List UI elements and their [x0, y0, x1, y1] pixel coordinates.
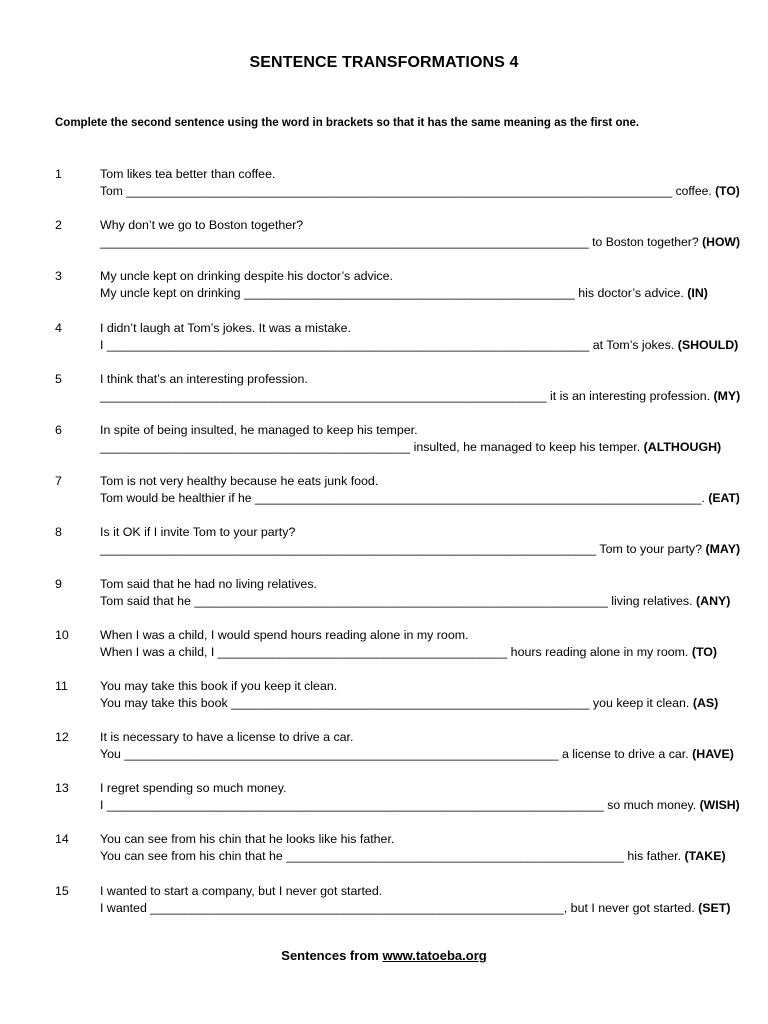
keyword-hint: (ALTHOUGH)	[643, 439, 722, 454]
original-sentence: It is necessary to have a license to drive a car.	[100, 730, 354, 745]
transformed-sentence	[100, 337, 738, 354]
footer-link[interactable]: www.tatoeba.org	[382, 948, 487, 963]
exercise-item	[0, 473, 768, 524]
sentence-suffix: insulted, he managed to keep his temper.	[413, 439, 641, 454]
answer-blank[interactable]: ____________________________________________________________,	[150, 900, 568, 915]
keyword-hint: (MAY)	[705, 542, 741, 557]
transformed-sentence	[100, 541, 740, 558]
original-sentence: You may take this book if you keep it clean.	[100, 678, 338, 693]
keyword-hint: (IN)	[687, 286, 708, 301]
sentence-prefix: When I was a child, I	[100, 644, 215, 659]
sentence-suffix: at Tom’s jokes.	[592, 337, 675, 352]
answer-blank[interactable]: __________________________________________	[217, 644, 508, 659]
sentence-suffix: Tom to your party?	[599, 542, 702, 557]
item-number: 4	[55, 320, 62, 335]
original-sentence: When I was a child, I would spend hours reading alone in my room.	[100, 627, 469, 642]
item-number: 6	[55, 422, 62, 437]
transformed-sentence	[100, 490, 740, 507]
sentence-prefix: You may take this book	[100, 695, 228, 710]
original-sentence: I think that’s an interesting profession.	[100, 371, 308, 386]
sentence-suffix: but I never got started.	[570, 900, 695, 915]
item-number: 8	[55, 525, 62, 540]
transformed-sentence	[100, 234, 740, 251]
sentence-prefix: You can see from his chin that he	[100, 849, 283, 864]
exercise-item	[0, 831, 768, 882]
original-sentence: I regret spending so much money.	[100, 781, 287, 796]
exercise-item	[0, 422, 768, 473]
sentence-prefix: I	[100, 798, 104, 813]
keyword-hint: (EAT)	[708, 491, 740, 506]
keyword-hint: (SHOULD)	[677, 337, 739, 352]
exercise-item	[0, 524, 768, 575]
item-number: 13	[55, 781, 69, 796]
sentence-prefix: Tom	[100, 184, 123, 198]
sentence-prefix: You	[100, 747, 121, 762]
transformed-sentence	[100, 388, 740, 405]
sentence-suffix: so much money.	[607, 798, 697, 813]
instructions: Complete the second sentence using the word in brackets so that it has the same meaning as the first one.	[55, 117, 640, 129]
keyword-hint: (WISH)	[699, 798, 740, 813]
transformed-sentence	[100, 183, 740, 200]
keyword-hint: (MY)	[713, 388, 741, 403]
original-sentence: In spite of being insulted, he managed to keep his temper.	[100, 422, 418, 437]
sentence-suffix: his doctor’s advice.	[578, 286, 684, 301]
keyword-hint: (HOW)	[702, 235, 741, 250]
sentence-suffix: hours reading alone in my room.	[510, 644, 689, 659]
keyword-hint: (ANY)	[696, 593, 731, 608]
item-number: 11	[55, 678, 68, 693]
sentence-suffix: it is an interesting profession.	[550, 388, 711, 403]
transformed-sentence	[100, 746, 734, 763]
sentence-prefix: Tom said that he	[100, 593, 191, 608]
transformed-sentence	[100, 593, 730, 610]
transformed-sentence	[100, 285, 708, 302]
sentence-suffix: a license to drive a car.	[561, 747, 689, 762]
sentence-prefix: I	[100, 337, 104, 352]
sentence-suffix: his father.	[627, 849, 682, 864]
original-sentence: I didn’t laugh at Tom’s jokes. It was a mistake.	[100, 320, 351, 335]
transformed-sentence	[100, 644, 717, 661]
transformed-sentence	[100, 900, 730, 917]
answer-blank[interactable]: ____________________________________________________________	[194, 593, 608, 608]
item-number: 7	[55, 474, 62, 489]
transformed-sentence	[100, 797, 740, 814]
keyword-hint: (AS)	[692, 695, 719, 710]
original-sentence: Tom said that he had no living relatives.	[100, 576, 317, 591]
footer-label: Sentences from	[281, 948, 379, 963]
transformed-sentence	[100, 848, 726, 865]
answer-blank[interactable]: __________________________________________________________________.	[254, 491, 705, 506]
item-number: 15	[55, 883, 69, 898]
original-sentence: You can see from his chin that he looks like his father.	[100, 832, 395, 847]
sentence-suffix: you keep it clean.	[592, 695, 690, 710]
transformed-sentence	[100, 439, 721, 456]
exercise-item	[0, 166, 768, 217]
sentence-prefix: My uncle kept on drinking	[100, 286, 241, 301]
item-number: 12	[55, 730, 69, 745]
answer-blank[interactable]: _________________________________________________________________________	[106, 798, 604, 813]
exercise-item	[0, 627, 768, 678]
exercise-item	[0, 371, 768, 422]
item-number: 2	[55, 218, 62, 233]
answer-blank[interactable]: _________________________________________________________________________________	[126, 184, 673, 198]
answer-blank[interactable]: ________________________________________________________________________	[100, 542, 597, 557]
transformed-sentence	[100, 695, 718, 712]
sentence-prefix: Tom would be healthier if he	[100, 491, 252, 506]
item-number: 10	[55, 627, 69, 642]
answer-blank[interactable]: _______________________________________________________________	[124, 747, 559, 762]
item-number: 14	[55, 832, 69, 847]
footer	[0, 948, 768, 963]
exercise-item	[0, 780, 768, 831]
original-sentence: Is it OK if I invite Tom to your party?	[100, 525, 296, 540]
exercise-item	[0, 678, 768, 729]
answer-blank[interactable]: _________________________________________________________________	[100, 388, 547, 403]
answer-blank[interactable]: ____________________________________________________	[231, 695, 590, 710]
page-title: SENTENCE TRANSFORMATIONS 4	[249, 54, 519, 71]
answer-blank[interactable]: _____________________________________________	[100, 439, 411, 454]
keyword-hint: (TO)	[715, 184, 740, 198]
exercise-list	[0, 166, 768, 934]
original-sentence: My uncle kept on drinking despite his doctor’s advice.	[100, 269, 393, 284]
original-sentence: Why don’t we go to Boston together?	[100, 218, 304, 233]
original-sentence: I wanted to start a company, but I never got started.	[100, 883, 383, 898]
sentence-prefix: I wanted	[100, 900, 147, 915]
keyword-hint: (SET)	[698, 900, 731, 915]
sentence-suffix: to Boston together?	[592, 235, 699, 250]
answer-blank[interactable]: ________________________________________________	[243, 286, 575, 301]
exercise-item	[0, 217, 768, 268]
item-number: 5	[55, 371, 62, 386]
item-number: 1	[55, 167, 62, 181]
original-sentence: Tom likes tea better than coffee.	[100, 167, 276, 181]
keyword-hint: (TO)	[691, 644, 718, 659]
answer-blank[interactable]: _________________________________________________	[286, 849, 624, 864]
keyword-hint: (TAKE)	[684, 849, 726, 864]
keyword-hint: (HAVE)	[692, 747, 734, 762]
sentence-suffix: living relatives.	[611, 593, 693, 608]
exercise-item	[0, 268, 768, 319]
original-sentence: Tom is not very healthy because he eats junk food.	[100, 474, 379, 489]
answer-blank[interactable]: ________________________________________________________________________	[100, 235, 589, 250]
exercise-item	[0, 576, 768, 627]
item-number: 3	[55, 269, 62, 284]
item-number: 9	[55, 576, 62, 591]
exercise-item	[0, 729, 768, 780]
sentence-suffix: coffee.	[675, 184, 712, 198]
exercise-item	[0, 320, 768, 371]
answer-blank[interactable]: ______________________________________________________________________	[106, 337, 590, 352]
exercise-item	[0, 883, 768, 934]
